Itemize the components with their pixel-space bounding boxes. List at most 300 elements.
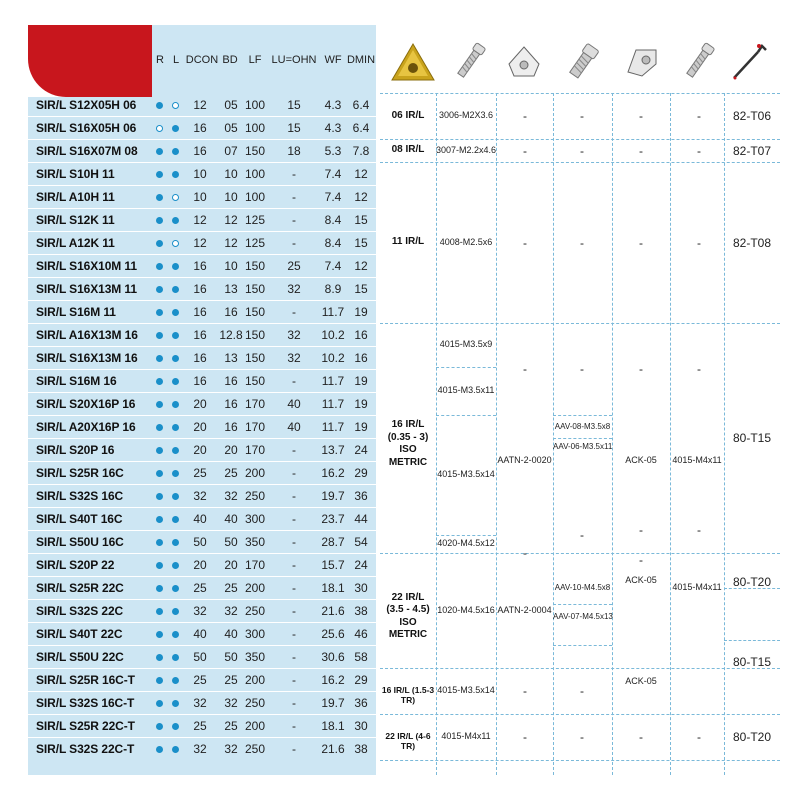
left-hand-indicator: [172, 631, 179, 638]
clamp-screw-part-number: 4015-M4x11: [672, 581, 722, 592]
cell-lu: 15: [287, 120, 301, 135]
empty-cell-dash: -: [639, 730, 643, 744]
right-hand-indicator: [156, 424, 163, 431]
cell-dcon: 40: [193, 626, 207, 641]
insert-group-label: 16 IR/L (1.5-3 TR): [381, 684, 435, 706]
cell-bd: 13: [224, 350, 238, 365]
cell-wf: 7.4: [324, 189, 342, 204]
cell-dmin: 24: [354, 442, 368, 457]
cell-dcon: 16: [193, 327, 207, 342]
cell-bd: 50: [224, 534, 238, 549]
table-row: [0, 668, 376, 691]
cell-wf: 15.7: [321, 557, 345, 572]
cell-dcon: 32: [193, 603, 207, 618]
cell-dcon: 16: [193, 304, 207, 319]
cell-wf: 30.6: [321, 649, 345, 664]
right-hand-indicator: [156, 447, 163, 454]
product-code: SIR/L S16X10M 11: [36, 258, 137, 273]
left-hand-indicator: [172, 677, 179, 684]
cell-wf: 4.3: [324, 97, 342, 112]
table-row: [0, 622, 376, 645]
empty-cell-dash: -: [580, 109, 584, 123]
cell-lu: -: [292, 488, 296, 503]
wrench-part-number: 82-T07: [732, 143, 772, 158]
cell-bd: 16: [224, 396, 238, 411]
cell-dcon: 50: [193, 534, 207, 549]
empty-cell-dash: -: [697, 730, 701, 744]
cell-dmin: 38: [354, 603, 368, 618]
row-separator: [28, 277, 376, 278]
cell-lu: 40: [287, 419, 301, 434]
cell-lu: 15: [287, 97, 301, 112]
column-header: DCON: [185, 54, 219, 66]
empty-cell-dash: -: [639, 235, 643, 250]
cell-wf: 19.7: [321, 488, 345, 503]
empty-cell-dash: -: [523, 362, 527, 376]
cell-lf: 300: [244, 511, 266, 526]
grid-line-v: [612, 93, 613, 775]
product-code: SIR/L S12K 11: [36, 212, 115, 227]
cell-wf: 8.4: [324, 235, 342, 250]
column-header: LU=OHN: [271, 54, 317, 66]
cell-dmin: 29: [354, 465, 368, 480]
table-row: [0, 346, 376, 369]
row-separator: [28, 553, 376, 554]
product-code: SIR/L S25R 16C: [36, 465, 124, 480]
cell-dcon: 32: [193, 488, 207, 503]
cell-wf: 16.2: [321, 672, 345, 687]
left-hand-indicator: [172, 125, 179, 132]
cell-wf: 11.7: [321, 373, 345, 388]
right-hand-indicator: [156, 493, 163, 500]
column-header: DMIN: [346, 54, 376, 66]
grid-line-v: [670, 93, 671, 775]
right-hand-indicator: [156, 401, 163, 408]
clamp-part-number: ACK-05: [625, 455, 657, 465]
cell-lf: 350: [244, 534, 266, 549]
grid-line-h: [553, 415, 612, 416]
cell-wf: 11.7: [321, 304, 345, 319]
right-hand-indicator: [156, 263, 163, 270]
cell-wf: 28.7: [321, 534, 345, 549]
product-code: SIR/L S12X05H 06: [36, 97, 137, 112]
cell-dmin: 6.4: [352, 120, 370, 135]
left-hand-indicator: [172, 608, 179, 615]
empty-cell-dash: -: [639, 109, 643, 123]
left-hand-indicator: [172, 516, 179, 523]
cell-lf: 170: [244, 396, 266, 411]
cell-bd: 25: [224, 672, 238, 687]
shim-screw-part-number: AAV-07-M4.5x13: [553, 612, 613, 622]
right-hand-indicator: [156, 171, 163, 178]
empty-cell-dash: -: [523, 235, 527, 250]
cell-bd: 16: [224, 419, 238, 434]
cell-lu: -: [292, 189, 296, 204]
row-separator: [28, 507, 376, 508]
left-hand-indicator: [172, 654, 179, 661]
cell-dcon: 16: [193, 120, 207, 135]
product-code: SIR/L A20X16P 16: [36, 419, 136, 434]
grid-line-v: [553, 93, 554, 775]
cell-bd: 20: [224, 557, 238, 572]
shim-screw-icon: [563, 40, 603, 84]
grid-line-h: [380, 93, 780, 94]
shim-screw-part-number: AAV-10-M4.5x8: [554, 582, 611, 592]
empty-cell-dash: -: [580, 684, 584, 698]
cell-lu: -: [292, 212, 296, 227]
wrench-part-number: 82-T06: [732, 109, 772, 123]
cell-bd: 16: [224, 304, 238, 319]
right-hand-indicator: [156, 194, 163, 201]
cell-lf: 100: [244, 120, 266, 135]
cell-dmin: 12: [354, 258, 368, 273]
row-separator: [28, 415, 376, 416]
left-hand-indicator: [172, 470, 179, 477]
table-row: [0, 737, 376, 760]
table-row: [0, 208, 376, 231]
cell-lf: 200: [244, 465, 266, 480]
cell-lu: -: [292, 672, 296, 687]
grid-line-v: [496, 93, 497, 775]
cell-dmin: 36: [354, 695, 368, 710]
product-code: SIR/L S32S 22C: [36, 603, 124, 618]
wrench-part-number: 80-T15: [732, 655, 772, 670]
grid-line-h: [380, 714, 780, 715]
empty-cell-dash: -: [523, 546, 527, 560]
cell-bd: 05: [224, 97, 238, 112]
row-separator: [28, 254, 376, 255]
shim-screw-part-number: AAV-08-M3.5x8: [554, 421, 611, 431]
cell-lf: 150: [244, 281, 266, 296]
clamp-screw-part-number: 4015-M4x11: [672, 455, 722, 465]
cell-lu: -: [292, 718, 296, 733]
left-hand-indicator: [172, 332, 179, 339]
cell-bd: 12.8: [219, 327, 243, 342]
right-hand-indicator: [156, 217, 163, 224]
cell-wf: 25.6: [321, 626, 345, 641]
cell-dmin: 19: [354, 373, 368, 388]
left-hand-indicator: [172, 240, 179, 247]
screw-part-number: 4015-M4x11: [441, 731, 491, 741]
product-code: SIR/L S50U 16C: [36, 534, 124, 549]
row-separator: [28, 392, 376, 393]
grid-line-h: [724, 588, 780, 589]
row-separator: [28, 668, 376, 669]
cell-dcon: 32: [193, 741, 207, 756]
right-hand-indicator: [156, 355, 163, 362]
cell-dmin: 15: [354, 281, 368, 296]
row-separator: [28, 185, 376, 186]
cell-dmin: 12: [354, 166, 368, 181]
empty-cell-dash: -: [523, 143, 527, 158]
right-hand-indicator: [156, 102, 163, 109]
screw-part-number: 4015-M3.5x14: [437, 685, 495, 695]
table-row: [0, 645, 376, 668]
cell-dmin: 15: [354, 212, 368, 227]
cell-dmin: 16: [354, 327, 368, 342]
cell-wf: 4.3: [324, 120, 342, 135]
table-row: [0, 185, 376, 208]
cell-lf: 170: [244, 557, 266, 572]
cell-lf: 300: [244, 626, 266, 641]
cell-lu: -: [292, 511, 296, 526]
screw-part-number: 3006-M2X3.6: [438, 110, 494, 120]
product-code: SIR/L S16M 11: [36, 304, 116, 319]
cell-lf: 100: [244, 97, 266, 112]
empty-cell-dash: -: [523, 109, 527, 123]
cell-dcon: 25: [193, 465, 207, 480]
left-hand-indicator: [172, 562, 179, 569]
wrench-part-number: 80-T15: [732, 431, 772, 445]
table-row: [0, 415, 376, 438]
cell-bd: 10: [224, 166, 238, 181]
cell-dmin: 7.8: [352, 143, 370, 158]
empty-cell-dash: -: [697, 235, 701, 250]
product-code: SIR/L S25R 22C: [36, 580, 124, 595]
table-row: [0, 507, 376, 530]
left-hand-indicator: [172, 263, 179, 270]
cell-bd: 40: [224, 626, 238, 641]
cell-dmin: 46: [354, 626, 368, 641]
table-row: [0, 139, 376, 162]
right-hand-indicator: [156, 631, 163, 638]
table-row: [0, 599, 376, 622]
shim-screw-part-number: AAV-06-M3.5x11: [553, 442, 613, 452]
right-hand-indicator: [156, 240, 163, 247]
product-code: SIR/L S16X13M 11: [36, 281, 137, 296]
cell-bd: 10: [224, 258, 238, 273]
cell-wf: 18.1: [321, 718, 345, 733]
table-row: [0, 438, 376, 461]
empty-cell-dash: -: [697, 109, 701, 123]
column-header: R: [156, 54, 164, 66]
empty-cell-dash: -: [580, 143, 584, 158]
cell-lu: -: [292, 580, 296, 595]
cell-bd: 13: [224, 281, 238, 296]
right-hand-indicator: [156, 677, 163, 684]
cell-lf: 150: [244, 350, 266, 365]
right-hand-indicator: [156, 125, 163, 132]
column-header: L: [172, 54, 180, 66]
cell-dmin: 58: [354, 649, 368, 664]
cell-lf: 150: [244, 304, 266, 319]
empty-cell-dash: -: [580, 730, 584, 744]
cell-lf: 150: [244, 258, 266, 273]
shim-part-number: AATN-2-0020: [497, 455, 552, 465]
right-hand-indicator: [156, 332, 163, 339]
table-row: [0, 162, 376, 185]
product-code: SIR/L A12K 11: [36, 235, 115, 250]
left-hand-indicator: [172, 102, 179, 109]
right-hand-indicator: [156, 585, 163, 592]
cell-wf: 19.7: [321, 695, 345, 710]
table-row: [0, 93, 376, 116]
cell-lf: 100: [244, 189, 266, 204]
cell-dmin: 6.4: [352, 97, 370, 112]
product-code: SIR/L S40T 22C: [36, 626, 123, 641]
cell-lf: 100: [244, 166, 266, 181]
cell-dmin: 44: [354, 511, 368, 526]
product-code: SIR/L S32S 22C-T: [36, 741, 135, 756]
cell-bd: 07: [224, 143, 238, 158]
clamp-part-number: ACK-05: [625, 574, 657, 585]
left-hand-indicator: [172, 723, 179, 730]
right-hand-indicator: [156, 700, 163, 707]
empty-cell-dash: -: [639, 143, 643, 158]
cell-dcon: 20: [193, 419, 207, 434]
grid-line-h: [380, 760, 780, 761]
cell-wf: 16.2: [321, 465, 345, 480]
cell-lu: 32: [287, 281, 301, 296]
cell-lf: 125: [244, 235, 266, 250]
screw-part-number: 4015-M3.5x9: [439, 338, 493, 349]
insert-group-label: 16 IR/L (0.35 - 3) ISO METRIC: [387, 419, 429, 468]
grid-line-h: [436, 535, 496, 536]
empty-cell-dash: -: [697, 362, 701, 376]
row-separator: [28, 599, 376, 600]
row-separator: [28, 300, 376, 301]
cell-wf: 8.4: [324, 212, 342, 227]
cell-lu: -: [292, 235, 296, 250]
table-row: [0, 323, 376, 346]
cell-dmin: 24: [354, 557, 368, 572]
grid-line-h: [380, 323, 780, 324]
right-hand-indicator: [156, 286, 163, 293]
cell-wf: 7.4: [324, 166, 342, 181]
cell-wf: 21.6: [321, 741, 345, 756]
cell-lf: 250: [244, 741, 266, 756]
row-separator: [28, 737, 376, 738]
left-hand-indicator: [172, 401, 179, 408]
cell-bd: 25: [224, 580, 238, 595]
wrench-icon: [728, 38, 772, 84]
row-separator: [28, 714, 376, 715]
screw-icon: [448, 38, 492, 84]
cell-dmin: 19: [354, 419, 368, 434]
product-code: SIR/L S16X05H 06: [36, 120, 137, 135]
cell-lf: 350: [244, 649, 266, 664]
product-code: SIR/L A10H 11: [36, 189, 115, 204]
right-hand-indicator: [156, 539, 163, 546]
screw-part-number: 1020-M4.5x16: [437, 604, 495, 615]
cell-lu: 18: [287, 143, 301, 158]
right-hand-indicator: [156, 654, 163, 661]
cell-bd: 16: [224, 373, 238, 388]
row-separator: [28, 461, 376, 462]
product-code: SIR/L S32S 16C: [36, 488, 124, 503]
table-row: [0, 300, 376, 323]
cell-dcon: 20: [193, 557, 207, 572]
empty-cell-dash: -: [580, 235, 584, 250]
cell-lu: -: [292, 649, 296, 664]
cell-dmin: 19: [354, 304, 368, 319]
cell-dcon: 20: [193, 396, 207, 411]
cell-lu: -: [292, 557, 296, 572]
cell-lu: 32: [287, 327, 301, 342]
cell-dcon: 25: [193, 718, 207, 733]
left-hand-indicator: [172, 355, 179, 362]
cell-dcon: 16: [193, 143, 207, 158]
clamp-part-number: ACK-05: [625, 675, 657, 686]
cell-lf: 170: [244, 442, 266, 457]
cell-lf: 200: [244, 718, 266, 733]
cell-bd: 32: [224, 695, 238, 710]
table-row: [0, 530, 376, 553]
row-separator: [28, 139, 376, 140]
cell-dmin: 36: [354, 488, 368, 503]
grid-line-h: [436, 367, 496, 368]
screw-part-number: 3007-M2.2x4.6: [436, 144, 497, 155]
right-hand-indicator: [156, 378, 163, 385]
cell-dmin: 38: [354, 741, 368, 756]
cell-lu: -: [292, 695, 296, 710]
cell-dcon: 12: [193, 212, 207, 227]
product-code: SIR/L S50U 22C: [36, 649, 124, 664]
column-header: LF: [248, 54, 262, 66]
cell-lf: 200: [244, 672, 266, 687]
grid-line-h: [380, 162, 780, 163]
grid-line-h: [553, 438, 612, 439]
right-hand-indicator: [156, 470, 163, 477]
cell-lf: 150: [244, 373, 266, 388]
row-separator: [28, 438, 376, 439]
row-separator: [28, 622, 376, 623]
shim-part-number: AATN-2-0004: [497, 604, 552, 615]
cell-lu: -: [292, 166, 296, 181]
table-row: [0, 116, 376, 139]
product-code: SIR/L S32S 16C-T: [36, 695, 135, 710]
cell-wf: 11.7: [321, 419, 345, 434]
cell-dcon: 10: [193, 166, 207, 181]
insert-group-label: 08 IR/L: [391, 144, 425, 156]
row-separator: [28, 116, 376, 117]
cell-dmin: 29: [354, 672, 368, 687]
cell-lf: 250: [244, 488, 266, 503]
cell-bd: 50: [224, 649, 238, 664]
row-separator: [28, 484, 376, 485]
cell-dcon: 40: [193, 511, 207, 526]
grid-line-h: [380, 553, 780, 554]
row-separator: [28, 162, 376, 163]
row-separator: [28, 645, 376, 646]
cell-lf: 150: [244, 143, 266, 158]
left-hand-indicator: [172, 539, 179, 546]
empty-cell-dash: -: [697, 143, 701, 158]
cell-dcon: 12: [193, 97, 207, 112]
right-hand-indicator: [156, 148, 163, 155]
empty-cell-dash: -: [639, 552, 643, 567]
grid-line-h: [380, 139, 780, 140]
left-hand-indicator: [172, 378, 179, 385]
cell-lu: 40: [287, 396, 301, 411]
empty-cell-dash: -: [639, 362, 643, 376]
table-row: [0, 553, 376, 576]
cell-wf: 8.9: [324, 281, 342, 296]
cell-dmin: 12: [354, 189, 368, 204]
table-row: [0, 576, 376, 599]
cell-dcon: 32: [193, 695, 207, 710]
product-code: SIR/L S20X16P 16: [36, 396, 136, 411]
left-hand-indicator: [172, 194, 179, 201]
cell-wf: 13.7: [321, 442, 345, 457]
cell-bd: 32: [224, 488, 238, 503]
product-code: SIR/L S16M 16: [36, 373, 117, 388]
product-code: SIR/L A16X13M 16: [36, 327, 138, 342]
product-code: SIR/L S40T 16C: [36, 511, 123, 526]
cell-dmin: 16: [354, 350, 368, 365]
left-hand-indicator: [172, 493, 179, 500]
grid-line-v: [436, 93, 437, 775]
